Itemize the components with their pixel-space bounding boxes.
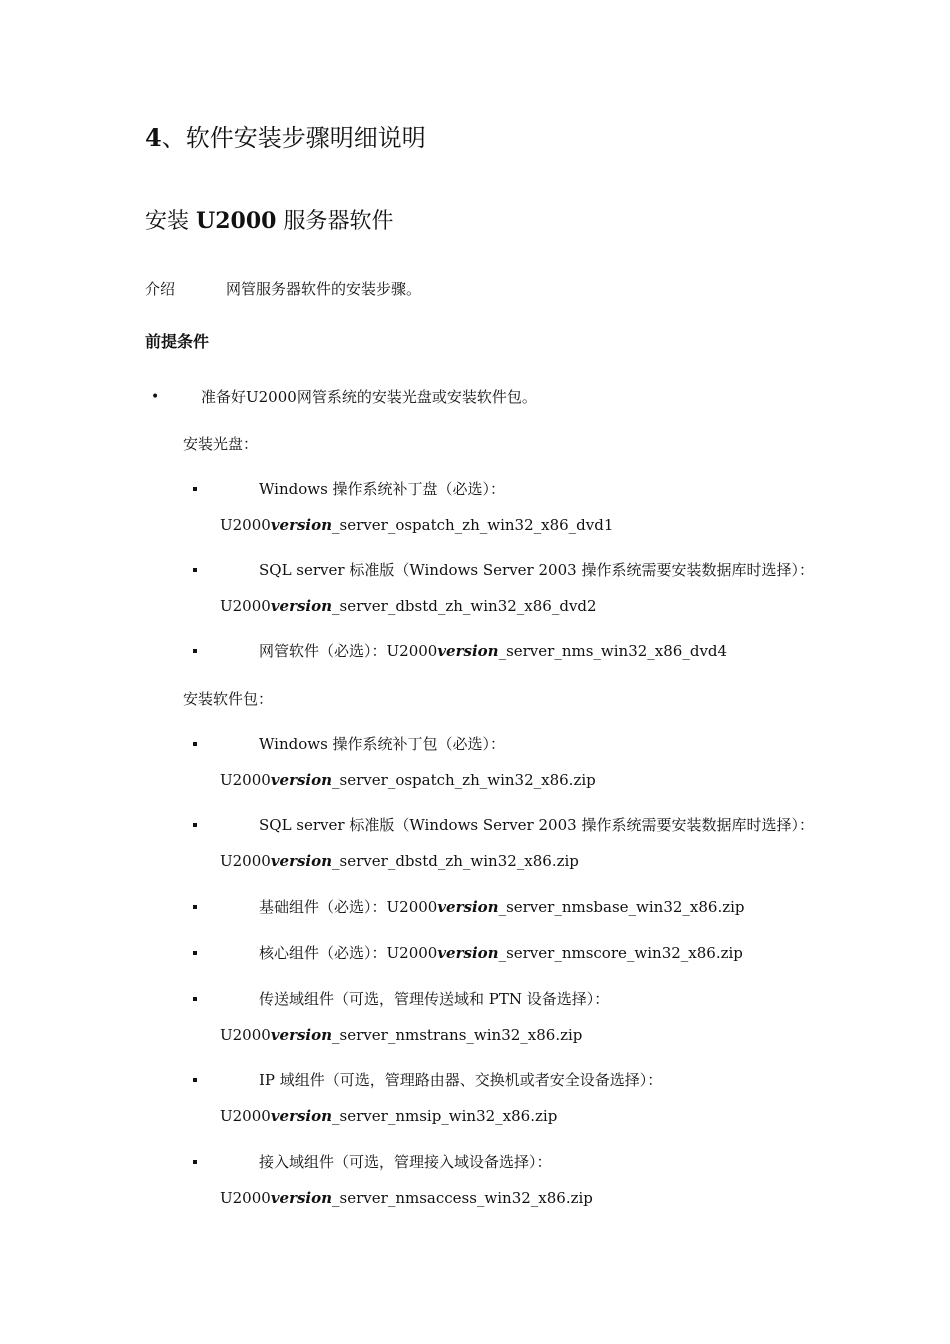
square-bullet-icon [193, 649, 197, 653]
square-bullet-icon [193, 487, 197, 491]
package-item-text: IP 域组件（可选，管理路由器、交换机或者安全设备选择）： [259, 1071, 663, 1089]
square-bullet-icon [193, 951, 197, 955]
square-bullet-icon [193, 1078, 197, 1082]
package-item-text: Windows 操作系统补丁包（必选）： [259, 735, 506, 753]
bullet-text: 准备好U2000网管系统的安装光盘或安装软件包。 [201, 388, 537, 406]
bullet-marker: • [151, 389, 160, 405]
disc-label: 安装光盘： [183, 435, 259, 453]
disc-item-text: 网管软件（必选）：U2000version_server_nms_win32_x86_dvd4 [259, 642, 728, 660]
package-item-filename: U2000version_server_nmsip_win32_x86.zip [220, 1107, 558, 1125]
package-item-filename: U2000version_server_nmstrans_win32_x86.zip [220, 1026, 583, 1044]
square-bullet-icon [193, 1160, 197, 1164]
intro-text: 网管服务器软件的安装步骤。 [226, 280, 422, 298]
subsection-title [145, 204, 393, 239]
section-number: 4 [145, 123, 162, 152]
package-item-text: 传送域组件（可选，管理传送域和 PTN 设备选择）： [259, 990, 610, 1008]
disc-item-text: SQL server 标准版（Windows Server 2003 操作系统需要安装数据库时选择）： [259, 561, 814, 579]
package-item-text: 核心组件（必选）：U2000version_server_nmscore_win32_x86.zip [259, 944, 743, 962]
prereq-heading: 前提条件 [145, 332, 210, 351]
section-title: 、软件安装步骤明细说明 [161, 124, 426, 152]
subsection-suffix: 服务器软件 [283, 209, 394, 234]
disc-item-text: Windows 操作系统补丁盘（必选）： [259, 480, 506, 498]
package-item-text: 基础组件（必选）：U2000version_server_nmsbase_win32_x86.zip [259, 898, 745, 916]
package-label: 安装软件包： [183, 690, 274, 708]
disc-item-filename: U2000version_server_dbstd_zh_win32_x86_dvd2 [220, 597, 597, 615]
package-item-filename: U2000version_server_dbstd_zh_win32_x86.zip [220, 852, 579, 870]
package-item-text: SQL server 标准版（Windows Server 2003 操作系统需要安装数据库时选择）： [259, 816, 814, 834]
square-bullet-icon [193, 568, 197, 572]
square-bullet-icon [193, 823, 197, 827]
package-item-text: 接入域组件（可选，管理接入域设备选择）： [259, 1153, 552, 1171]
product-name: U2000 [196, 208, 277, 234]
package-item-filename: U2000version_server_nmsaccess_win32_x86.zip [220, 1189, 593, 1207]
square-bullet-icon [193, 742, 197, 746]
package-item-filename: U2000version_server_ospatch_zh_win32_x86.zip [220, 771, 596, 789]
intro-label: 介绍 [145, 280, 176, 298]
subsection-prefix: 安装 [145, 209, 190, 234]
square-bullet-icon [193, 997, 197, 1001]
square-bullet-icon [193, 905, 197, 909]
page-title [145, 121, 426, 155]
disc-item-filename: U2000version_server_ospatch_zh_win32_x86_dvd1 [220, 516, 614, 534]
